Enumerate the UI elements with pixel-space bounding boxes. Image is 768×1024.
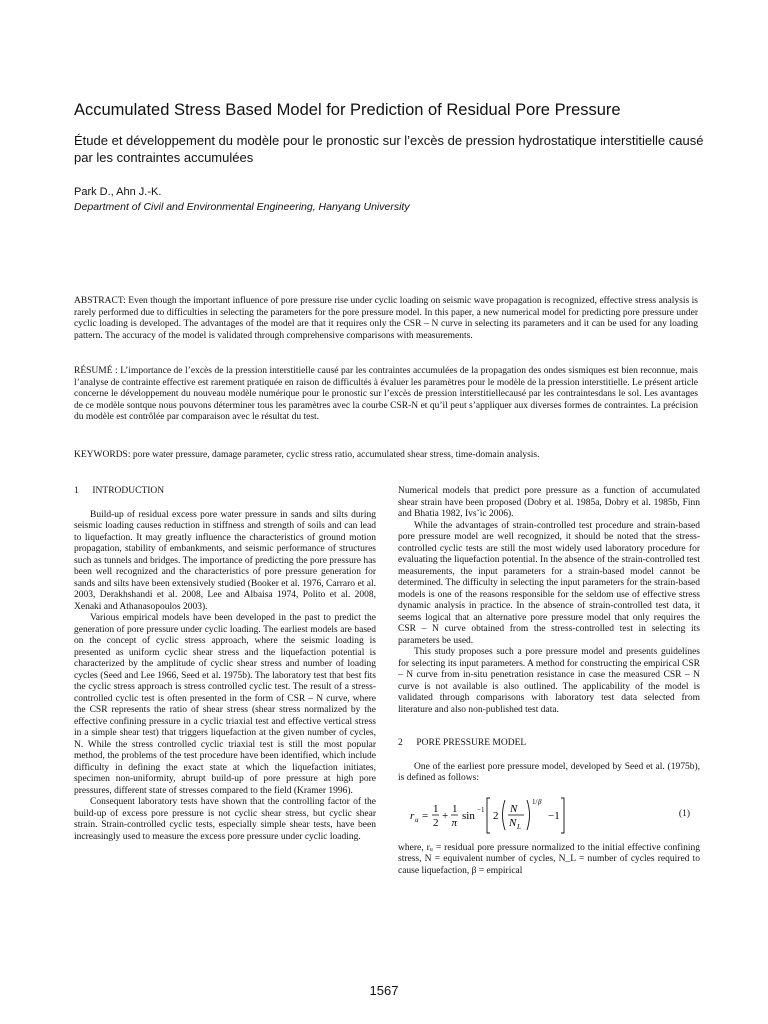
svg-text:π: π [451,816,458,829]
svg-text:=: = [422,809,429,822]
section-number: 1 [74,486,79,496]
equation-number: (1) [678,808,690,819]
right-column [398,486,700,877]
section-number: 2 [398,738,403,748]
svg-text:sin: sin [462,809,475,822]
left-column [74,486,376,843]
section-title: INTRODUCTION [92,486,165,496]
intro-paragraph-1: Build-up of residual excess pore water pressure in sands and silts during seismic loading causes reduction in stiffness and strength of soils and can lead to liquefaction. It may greatly influence the characteristics of ground motion propagation, stability of embankments, and seismic performance of structures such as tunnels and bridges. The importance of predicting the pore pressure has been well recognized and the characteristics of pore pressure generation for sands and silts have been extensively studied (Booker et al. 1976, Carraro et al. 2003, Derakhshandi et al. 2008, Lee and Albaisa 1974, Polito et al. 2008, Xenaki and Athanasopoulos 2003). [74,509,376,612]
paper-subtitle: Étude et développement du modèle pour le pronostic sur l’excès de pression hydrostatique interstitielle causé par les contraintes accumulées [74,133,704,165]
keywords: KEYWORDS: pore water pressure, damage parameter, cyclic stress ratio, accumulated shear stress, time-domain analysis. [74,450,540,460]
svg-text:1: 1 [452,802,458,815]
intro-paragraph-5: While the advantages of strain-controlled test procedure and strain-based pore pressure model are well recognized, it should be noted that the stress-controlled cyclic tests are still the most widely used laboratory procedure for evaluating the liquefaction potential. In the absence of the strain-controlled test measurements, the input parameters for a strain-based model cannot be determined. The difficulty in selecting the input parameters for the strain-based models is one of the reasons responsible for the seldom use of effective stress dynamic analysis in practice. In the absence of strain-controlled test data, it seems logical that an alternative pore pressure model that only requires the CSR – N curve obtained from the stress-controlled test in selecting its parameters be used. [398,520,700,646]
equation-1-formula [410,793,610,837]
svg-text:+: + [442,809,449,822]
svg-text:2: 2 [493,809,499,822]
svg-text:−1: −1 [548,809,560,822]
affiliation: Department of Civil and Environmental Engineering, Hanyang University [74,201,410,213]
intro-paragraph-4: Numerical models that predict pore pressure as a function of accumulated shear strain have been proposed (Dobry et al. 1985a, Dobry et al. 1985b, Finn and Bhatia 1982, Ivs˘ic 2006). [398,486,700,519]
page-number: 1567 [369,983,399,998]
section-heading-pore-pressure-model [398,738,700,750]
svg-text:u: u [415,815,419,824]
model-paragraph-2: where, rᵤ = residual pore pressure normalized to the initial effective confining stress, N = equivalent number of cycles, N_L = number of cycles required to cause liquefaction, β = empirical [398,842,700,876]
intro-paragraph-3: Consequent laboratory tests have shown that the controlling factor of the build-up of excess pore pressure is not cyclic shear stress, but cyclic shear strain. Strain-controlled cyclic tests, especially simple shear tests, have been increasingly used to measure the excess pore pressure under cyclic loading. [74,797,376,842]
intro-paragraph-2: Various empirical models have been developed in the past to predict the generation of pore pressure under cyclic loading. The earliest models are based on the concept of cyclic stress approach, where the seismic loading is presented as uniform cyclic shear stress and the liquefaction potential is characterized by the amplitude of cyclic shear stress and number of loading cycles (Seed and Lee 1966, Seed et al. 1975b). The laboratory test that best fits the cyclic stress approach is stress controlled cyclic test. The result of a stress-controlled cyclic test is often presented in the form of CSR – N curve, where the CSR represents the ratio of shear stress (shear stress normalized by the effective confining pressure in a cyclic triaxial test and effective vertical stress in a simple shear test) that triggers liquefaction at the given number of cycles, N. While the stress controlled cyclic triaxial test is still the most popular method, the problems of the test procedure have been identified, which include difficulty in defining the exact state at which the liquefaction initiates, specimen non-uniformity, abrupt build-up of pore pressure at high pore pressures, different state of stresses compared to the field (Kramer 1996). [74,613,376,796]
section-title: PORE PRESSURE MODEL [416,738,527,748]
resume: RÉSUMÉ : L’importance de l’excès de la pression interstitielle causé par les contraintes accumulées de la propagation des ondes sismiques est bien reconnue, mais l’analyse de contrainte effective est rarement pratiquée en raison de difficultés à évaluer les paramètres pour le modèle de la pression interstitielle. Le présent article concerne le développement du nouveau modèle numérique pour le pronostic sur l’excès de pression interstitiellecausé par les contraintesdans le sol. Les avantages de ce modèle sontque nous pouvons déterminer tous les paramètres avec la courbe CSR-N et qu’il peut s’appliquer aux diverses formes de contraintes. La précision du modèle est contrôlée par comparaison avec le résultat du test. [74,366,698,422]
equation-1 [398,793,700,837]
intro-paragraph-6: This study proposes such a pore pressure model and presents guidelines for selecting its input parameters. A method for constructing the empirical CSR – N curve from in-situ penetration resistance in case the measured CSR – N curve is not available is also outlined. The applicability of the model is validated through comparisons with laboratory test data selected from literature and also non-published test data. [398,647,700,715]
svg-text:−1: −1 [477,805,485,814]
paper-title: Accumulated Stress Based Model for Prediction of Residual Pore Pressure [74,101,621,119]
svg-text:2: 2 [433,816,439,829]
svg-text:r: r [410,809,415,822]
authors: Park D., Ahn J.-K. [74,186,162,198]
svg-text:L: L [517,822,521,831]
abstract: ABSTRACT: Even though the important influence of pore pressure rise under cyclic loading on seismic wave propagation is recognized, effective stress analysis is rarely performed due to difficulties in selecting the parameters for the pore pressure model. In this paper, a new numerical model for predicting pore pressure under cyclic loading is developed. The advantages of the model are that it requires only the CSR – N curve in selecting its parameters and it can be used for any loading pattern. The accuracy of the model is validated through comprehensive comparisons with measurements. [74,296,698,341]
svg-text:N: N [509,816,517,829]
section-heading-introduction [74,486,376,498]
model-paragraph-1: One of the earliest pore pressure model, developed by Seed et al. (1975b), is defined as follows: [398,761,700,783]
svg-text:1/: 1/ [532,797,538,806]
svg-text:β: β [538,797,542,806]
svg-text:N: N [510,802,518,815]
svg-text:1: 1 [433,802,439,815]
